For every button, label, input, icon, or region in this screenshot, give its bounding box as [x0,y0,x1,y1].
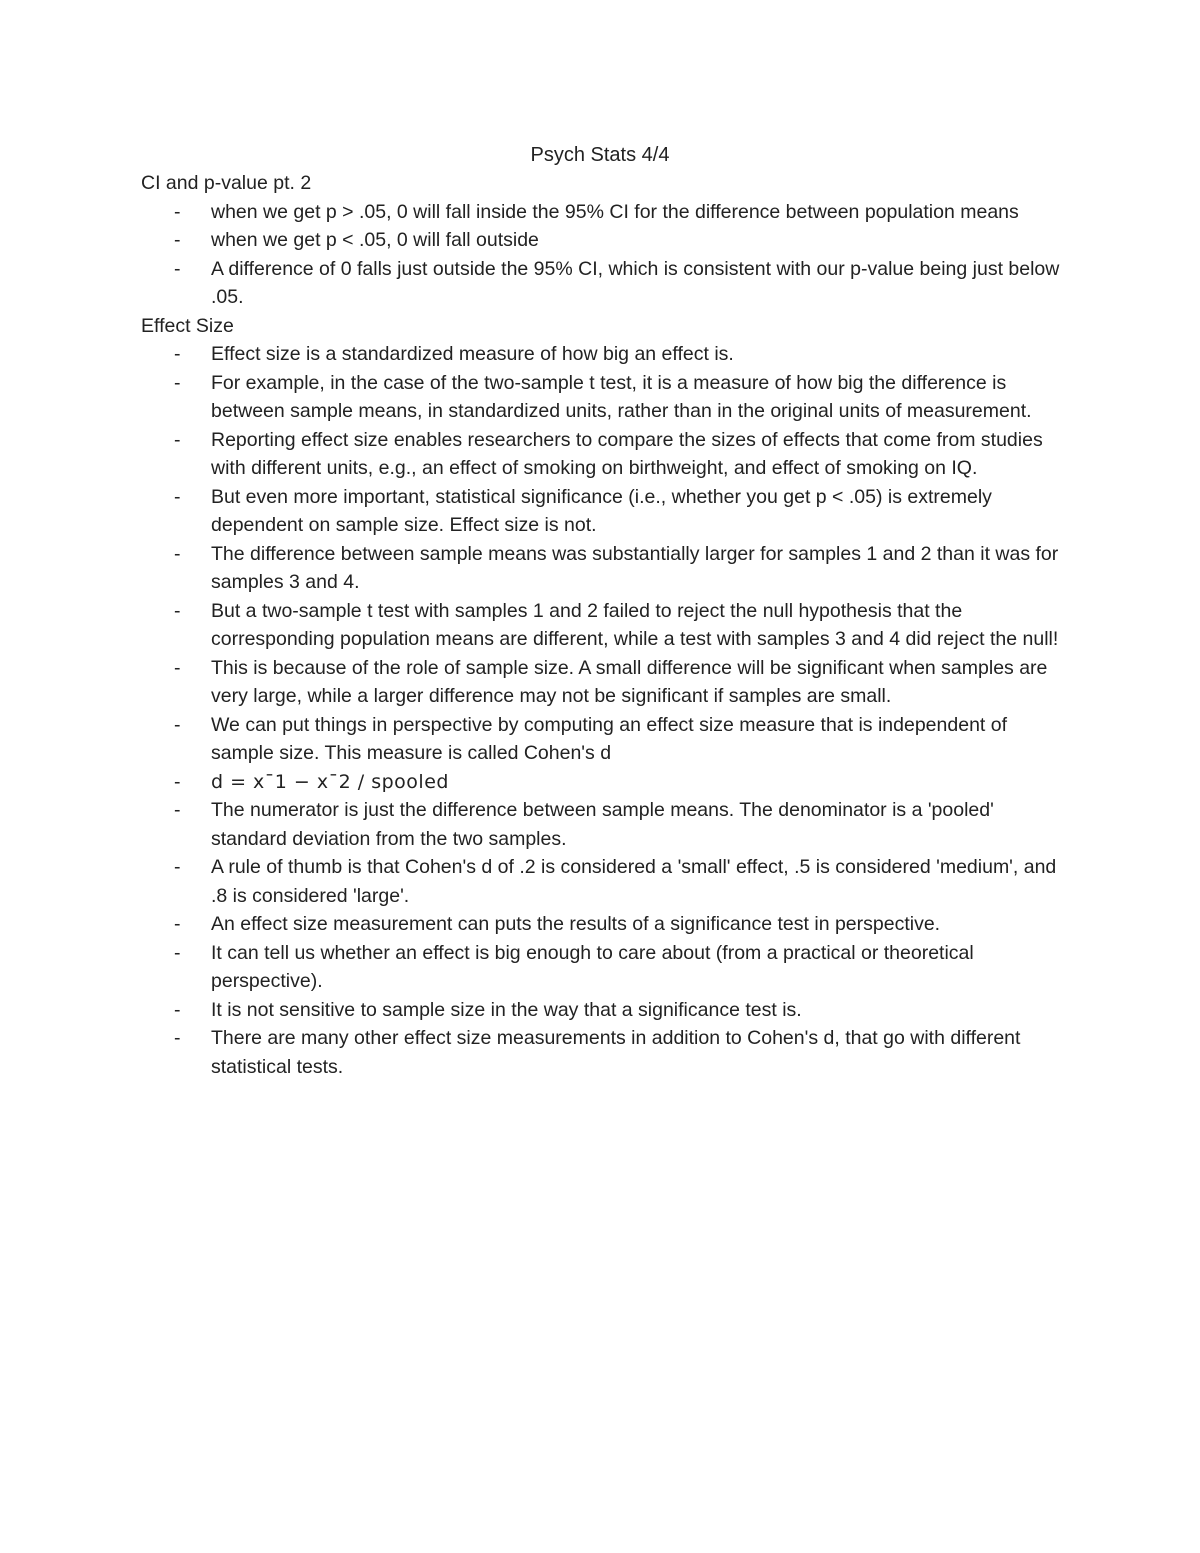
list-item [141,796,1071,853]
list-item [141,226,1071,255]
list-item [141,369,1071,426]
list-item-text: A rule of thumb is that Cohen's d of .2 is considered a 'small' effect, .5 is considered 'medium', and .8 is considered 'large'. [211,856,1057,907]
list-item [141,711,1071,768]
section-heading: CI and p-value pt. 2 [141,172,312,194]
list-item [141,198,1071,227]
list-item-text: We can put things in perspective by computing an effect size measure that is independent of sample size. This measure is called Cohen's d [211,713,1008,764]
list-item-text: It can tell us whether an effect is big enough to care about (from a practical or theoretical perspective). [211,941,974,992]
bullet-dash: - [174,428,181,451]
list-item-text: An effect size measurement can puts the results of a significance test in perspective. [211,913,941,935]
section-heading: Effect Size [141,314,234,337]
list-item [141,654,1071,711]
bullet-dash: - [174,1027,181,1049]
cohens-d-formula: d = x¯1 − x¯2 / spooled [211,770,449,793]
list-item-text: The numerator is just the difference between sample means. The denominator is a 'pooled' standard deviation from the two samples. [211,799,994,850]
bullet-dash: - [174,770,181,793]
list-item [141,540,1071,597]
list-item [141,910,1071,939]
bullet-dash: - [174,656,181,679]
list-item-text: Effect size is a standardized measure of how big an effect is. [211,343,734,365]
list-item-text: But even more important, statistical significance (i.e., whether you get p < .05) is extremely dependent on sample size. Effect size is not. [211,485,992,536]
bullet-dash: - [174,257,181,280]
list-item-text: when we get p < .05, 0 will fall outside [211,229,539,251]
list-item [141,426,1071,483]
bullet-dash: - [174,371,181,394]
bullet-dash: - [174,599,181,622]
list-item [141,853,1071,910]
list-item-text: This is because of the role of sample size. A small difference will be significant when samples are very large, while a larger difference may not be significant if samples are small. [211,656,1048,707]
list-item [141,768,1071,797]
list-item [141,939,1071,996]
bullet-list [141,198,1071,312]
section-ci-pvalue [141,169,1071,312]
list-item-text: The difference between sample means was substantially larger for samples 1 and 2 than it was for samples 3 and 4. [211,542,1059,593]
bullet-dash: - [174,799,181,821]
page-title: Psych Stats 4/4 [530,144,670,166]
list-item-text: Reporting effect size enables researchers to compare the sizes of effects that come from studies with different units, e.g., an effect of smoking on birthweight, and effect of smoking on IQ. [211,428,1043,479]
bullet-dash: - [174,856,181,878]
list-item-text: For example, in the case of the two-sample t test, it is a measure of how big the difference is between sample means, in standardized units, rather than in the original units of measurement. [211,371,1032,422]
bullet-dash: - [174,485,181,508]
list-item-text: It is not sensitive to sample size in the way that a significance test is. [211,998,802,1021]
list-item-text: But a two-sample t test with samples 1 and 2 failed to reject the null hypothesis that the corresponding population means are different, while a test with samples 3 and 4 did reject the null! [211,599,1059,650]
list-item [141,340,1071,369]
list-item-text: when we get p > .05, 0 will fall inside the 95% CI for the difference between population means [211,200,1019,223]
list-item [141,597,1071,654]
bullet-dash: - [174,200,181,223]
bullet-list [141,340,1071,1081]
document-body [141,169,1071,1081]
bullet-dash: - [174,713,181,736]
list-item-text: A difference of 0 falls just outside the 95% CI, which is consistent with our p-value being just below .05. [211,257,1060,308]
bullet-dash: - [174,998,181,1021]
bullet-dash: - [174,941,181,964]
bullet-dash: - [174,913,181,935]
section-effect-size [141,312,1071,1082]
bullet-dash: - [174,343,181,365]
list-item-text: There are many other effect size measurements in addition to Cohen's d, that go with different statistical tests. [211,1027,1021,1078]
list-item [141,1024,1071,1081]
list-item [141,255,1071,312]
bullet-dash: - [174,542,181,565]
bullet-dash: - [174,229,181,251]
list-item [141,483,1071,540]
list-item [141,996,1071,1025]
